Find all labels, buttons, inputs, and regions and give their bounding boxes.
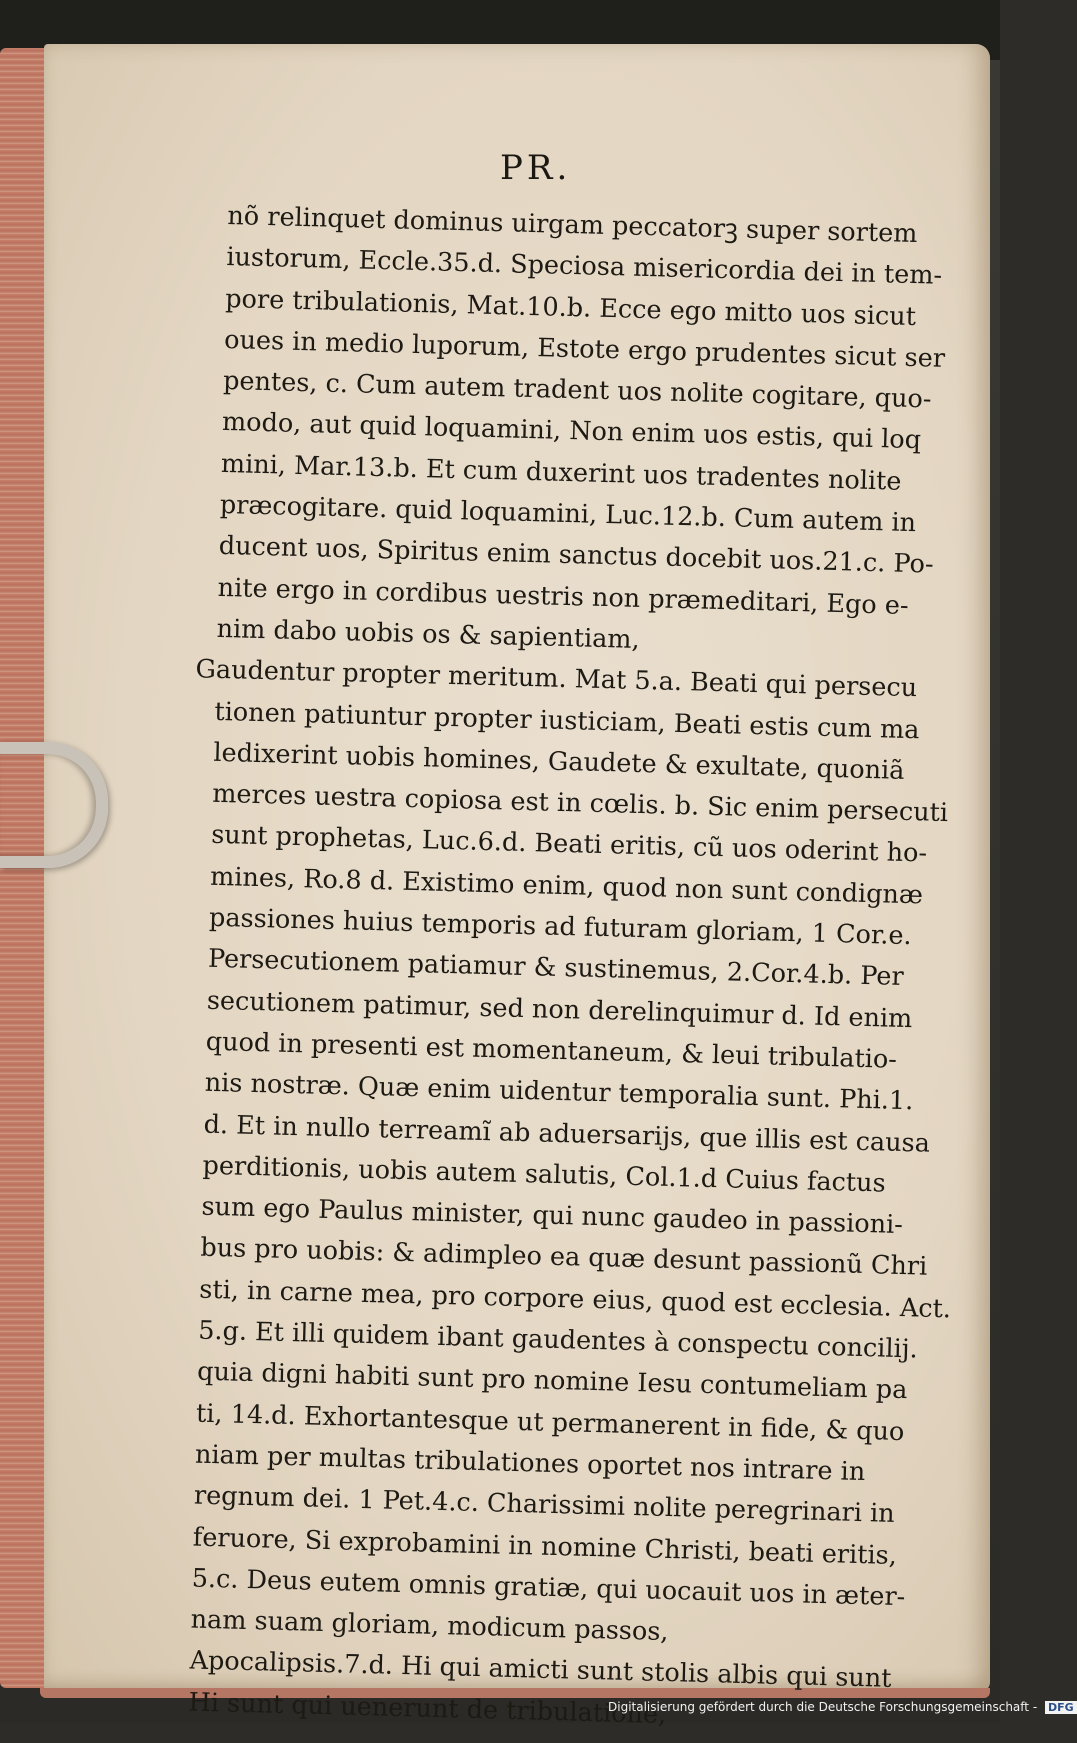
digitization-credit (608, 1700, 1077, 1714)
text-line: mini, Mar.13.b. Et cum duxerint uos tradentes nolite (220, 448, 902, 497)
text-line: sum ego Paulus minister, qui nunc gaudeo in passioni- (201, 1191, 904, 1241)
text-line: ti, 14.d. Exhortantesque ut permanerent in fide, & quo (195, 1398, 905, 1447)
dfg-logo: DFG (1045, 1701, 1077, 1714)
text-line: secutionem patimur, sed non derelinquimur d. Id enim (206, 985, 913, 1034)
text-line: nam suam gloriam, modicum passos, (190, 1604, 669, 1648)
text-line: niam per multas tribulationes oportet nos intrare in (194, 1439, 866, 1488)
credit-text: Digitalisierung gefördert durch die Deutsche Forschungsgemeinschaft - (608, 1700, 1038, 1714)
text-line: tionen patiuntur propter iusticiam, Beati estis cum ma (214, 696, 920, 745)
text-line: modo, aut quid loquamini, Non enim uos estis, qui loq (221, 407, 922, 456)
text-line: nõ relinquet dominus uirgam peccatorꝫ super sortem (227, 200, 918, 250)
text-line: perditionis, uobis autem salutis, Col.1.d Cuius factus (202, 1150, 887, 1199)
text-line: præcogitare. quid loquamini, Luc.12.b. Cum autem in (219, 489, 917, 539)
text-line: 5.g. Et illi quidem ibant gaudentes à conspectu concilij. (197, 1315, 919, 1365)
text-line: nim dabo uobis os & sapientiam, (216, 613, 641, 655)
text-line: sti, in carne mea, pro corpore eius, quod est ecclesia. Act. (198, 1274, 952, 1325)
text-line: passiones huius temporis ad futuram gloriam, 1 Cor.e. (208, 902, 913, 952)
text-line: mines, Ro.8 d. Existimo enim, quod non sunt condignæ (209, 861, 924, 911)
text-line: Apocalipsis.7.d. Hi qui amicti sunt stolis albis qui sunt (189, 1645, 892, 1695)
text-line: Persecutionem patiamur & sustinemus, 2.Cor.4.b. Per (207, 944, 905, 993)
text-line: sunt prophetas, Luc.6.d. Beati eritis, cũ uos oderint ho- (210, 820, 928, 869)
page-header: PR. (500, 148, 572, 188)
paragraph-start-line: Gaudentur propter meritum. Mat 5.a. Beati qui persecu (195, 654, 918, 704)
text-line: regnum dei. 1 Pet.4.c. Charissimi nolite peregrinari in (193, 1480, 896, 1530)
text-line: quia digni habiti sunt pro nomine Iesu contumeliam pa (196, 1356, 908, 1406)
text-line: nite ergo in cordibus uestris non præmeditari, Ego e- (217, 572, 909, 621)
text-line: nis nostræ. Quæ enim uidentur temporalia sunt. Phi.1. (204, 1067, 914, 1117)
text-line: ducent uos, Spiritus enim sanctus docebit uos.21.c. Po- (218, 531, 934, 580)
text-line: bus pro uobis: & adimpleo ea quæ desunt passionũ Chri (200, 1233, 928, 1283)
text-line: d. Et in nullo terreamĩ ab aduersarijs, que illis est causa (203, 1109, 931, 1159)
text-line: iustorum, Eccle.35.d. Speciosa misericordia dei in tem- (226, 242, 943, 292)
text-line: pentes, c. Cum autem tradent uos nolite cogitare, quo- (222, 366, 932, 415)
text-block (188, 196, 978, 1743)
text-line: quod in presenti est momentaneum, & leui tribulatio- (205, 1026, 898, 1075)
text-line: merces uestra copiosa est in cœlis. b. Sic enim persecuti (211, 778, 949, 829)
text-line: oues in medio luporum, Estote ergo prudentes sicut ser (223, 324, 946, 374)
text-line: pore tribulationis, Mat.10.b. Ecce ego mitto uos sicut (224, 283, 917, 332)
text-line: 5.c. Deus eutem omnis gratiæ, qui uocauit uos in æter- (191, 1563, 906, 1612)
text-line: Hi sunt qui uenerunt de tribulatione, (188, 1687, 667, 1730)
text-line: feruore, Si exprobamini in nomine Christi, beati eritis, (192, 1522, 898, 1571)
text-line: ledixerint uobis homines, Gaudete & exultate, quoniã (213, 737, 905, 786)
